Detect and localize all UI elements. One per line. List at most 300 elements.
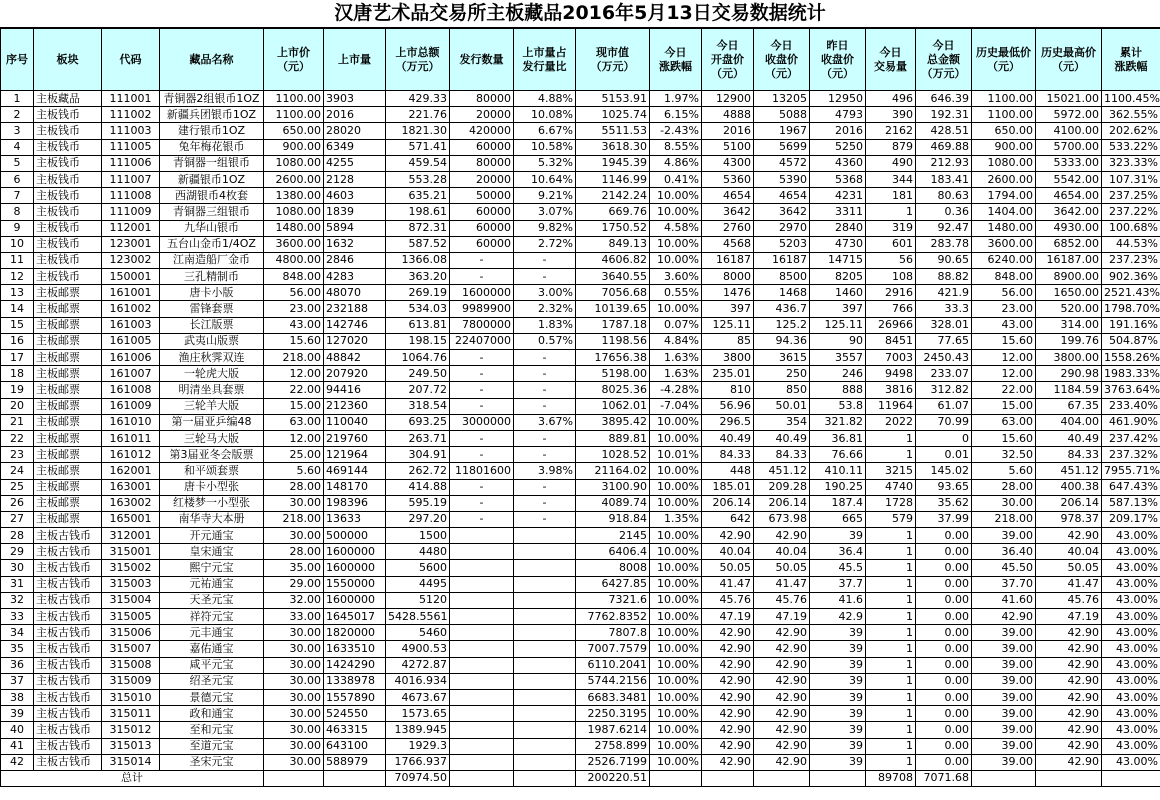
cell-sector: 主板古钱币 — [34, 528, 102, 544]
cell-cum-change: 461.90% — [1102, 414, 1160, 430]
cell-listing-ratio — [514, 576, 576, 592]
cell-close-price: 5390 — [754, 171, 810, 187]
cell-close-price: 354 — [754, 414, 810, 430]
cell-cum-change: 43.00% — [1102, 609, 1160, 625]
column-header-listing-total: 上市总额 （万元） — [386, 29, 450, 91]
cell-market-value: 6406.4 — [576, 544, 650, 560]
cell-listing-price: 25.00 — [264, 447, 324, 463]
cell-code: 315006 — [102, 625, 160, 641]
cell-market-value: 7007.7579 — [576, 641, 650, 657]
cell-open-price: 56.96 — [702, 398, 754, 414]
cell-index: 35 — [1, 641, 34, 657]
cell-name: 明清坐具套票 — [160, 382, 264, 398]
cell-listing-price: 30.00 — [264, 754, 324, 770]
cell-volume: 344 — [866, 171, 916, 187]
cell-close-price: 206.14 — [754, 495, 810, 511]
cell-prev-close: 125.11 — [810, 317, 866, 333]
cell-sector: 主板藏品 — [34, 91, 102, 107]
cell-listing-price: 5.60 — [264, 463, 324, 479]
cell-listing-qty: 4603 — [324, 188, 386, 204]
cell-listing-price: 3600.00 — [264, 236, 324, 252]
cell-hist-high: 42.90 — [1036, 706, 1102, 722]
cell-hist-high: 42.90 — [1036, 625, 1102, 641]
cell-market-value: 2145 — [576, 528, 650, 544]
cell-listing-price: 848.00 — [264, 269, 324, 285]
cell-cum-change: 533.22% — [1102, 139, 1160, 155]
cell-volume: 1 — [866, 576, 916, 592]
cell-listing-qty: 469144 — [324, 463, 386, 479]
cell-cum-change: 44.53% — [1102, 236, 1160, 252]
cell-close-price: 13205 — [754, 91, 810, 107]
cell-name: 皇宋通宝 — [160, 544, 264, 560]
cell-prev-close: 39 — [810, 528, 866, 544]
cell-listing-price: 30.00 — [264, 722, 324, 738]
cell-index: 19 — [1, 382, 34, 398]
cell-name: 雷锋套票 — [160, 301, 264, 317]
cell-listing-qty: 1820000 — [324, 625, 386, 641]
cell-market-value: 4089.74 — [576, 495, 650, 511]
cell-listing-ratio: 3.67% — [514, 414, 576, 430]
cell-sector: 主板邮票 — [34, 398, 102, 414]
cell-listing-ratio: - — [514, 350, 576, 366]
cell-prev-close: 4793 — [810, 107, 866, 123]
cell-listing-price: 1480.00 — [264, 220, 324, 236]
cell-index: 4 — [1, 139, 34, 155]
cell-issue-qty: - — [450, 366, 514, 382]
cell-volume: 319 — [866, 220, 916, 236]
cell-prev-close: 3311 — [810, 204, 866, 220]
cell-listing-price: 2600.00 — [264, 171, 324, 187]
cell-cum-change: 7955.71% — [1102, 463, 1160, 479]
cell-hist-high: 314.00 — [1036, 317, 1102, 333]
cell-market-value: 1025.74 — [576, 107, 650, 123]
cell-prev-close: 36.4 — [810, 544, 866, 560]
cell-listing-price: 218.00 — [264, 350, 324, 366]
cell-listing-qty: 28020 — [324, 123, 386, 139]
cell-code: 161006 — [102, 350, 160, 366]
cell-issue-qty — [450, 609, 514, 625]
cell-index: 39 — [1, 706, 34, 722]
table-row — [1, 625, 1160, 641]
cell-change-today: 1.63% — [650, 366, 702, 382]
cell-name: 红楼梦一小型张 — [160, 495, 264, 511]
cell-listing-price: 12.00 — [264, 430, 324, 446]
cell-volume: 579 — [866, 511, 916, 527]
cell-issue-qty: 9989900 — [450, 301, 514, 317]
cell-volume: 2022 — [866, 414, 916, 430]
cell-volume: 1 — [866, 641, 916, 657]
cell-cum-change: 2521.43% — [1102, 285, 1160, 301]
cell-hist-low: 23.00 — [972, 301, 1036, 317]
cell-hist-low: 39.00 — [972, 657, 1036, 673]
cell-index: 23 — [1, 447, 34, 463]
cell-close-price: 40.49 — [754, 430, 810, 446]
cell-name: 西湖银币4枚套 — [160, 188, 264, 204]
cell-listing-qty: 1600000 — [324, 544, 386, 560]
table-body — [1, 91, 1160, 771]
cell-index: 11 — [1, 252, 34, 268]
cell-sector: 主板古钱币 — [34, 689, 102, 705]
cell-hist-low: 39.00 — [972, 528, 1036, 544]
column-header-prev-close: 昨日 收盘价 （元） — [810, 29, 866, 91]
cell-issue-qty: - — [450, 382, 514, 398]
cell-cum-change: 43.00% — [1102, 657, 1160, 673]
cell-open-price: 16187 — [702, 252, 754, 268]
cell-issue-qty: - — [450, 495, 514, 511]
cell-listing-price: 30.00 — [264, 528, 324, 544]
cell-listing-total: 262.72 — [386, 463, 450, 479]
cell-volume: 1 — [866, 447, 916, 463]
cell-cum-change: 237.25% — [1102, 188, 1160, 204]
cell-market-value: 1945.39 — [576, 155, 650, 171]
cell-index: 25 — [1, 479, 34, 495]
cell-cum-change: 43.00% — [1102, 528, 1160, 544]
cell-code: 111007 — [102, 171, 160, 187]
cell-prev-close: 37.7 — [810, 576, 866, 592]
cell-listing-qty: 1600000 — [324, 592, 386, 608]
cell-listing-qty: 4283 — [324, 269, 386, 285]
cell-listing-total: 4480 — [386, 544, 450, 560]
cell-listing-total: 1064.76 — [386, 350, 450, 366]
cell-cum-change: 504.87% — [1102, 333, 1160, 349]
cell-hist-high: 4100.00 — [1036, 123, 1102, 139]
total-label: 总计 — [1, 770, 264, 786]
cell-sector: 主板古钱币 — [34, 592, 102, 608]
cell-hist-low: 39.00 — [972, 722, 1036, 738]
cell-hist-low: 63.00 — [972, 414, 1036, 430]
cell-listing-total: 363.20 — [386, 269, 450, 285]
cell-listing-qty: 3903 — [324, 91, 386, 107]
cell-volume: 7003 — [866, 350, 916, 366]
table-row — [1, 544, 1160, 560]
cell-hist-low: 36.40 — [972, 544, 1036, 560]
cell-open-price: 810 — [702, 382, 754, 398]
cell-code: 111006 — [102, 155, 160, 171]
cell-listing-price: 28.00 — [264, 544, 324, 560]
cell-code: 161009 — [102, 398, 160, 414]
cell-name: 和平颂套票 — [160, 463, 264, 479]
table-row — [1, 236, 1160, 252]
cell-amount: 0.01 — [916, 447, 972, 463]
cell-issue-qty: 60000 — [450, 139, 514, 155]
cell-listing-price: 63.00 — [264, 414, 324, 430]
cell-market-value: 3895.42 — [576, 414, 650, 430]
cell-index: 1 — [1, 91, 34, 107]
cell-close-price: 42.90 — [754, 754, 810, 770]
cell-open-price: 5360 — [702, 171, 754, 187]
cell-prev-close: 3557 — [810, 350, 866, 366]
cell-listing-total: 269.19 — [386, 285, 450, 301]
cell-hist-low: 1080.00 — [972, 155, 1036, 171]
cell-change-today: 10.00% — [650, 414, 702, 430]
cell-amount: 0.00 — [916, 738, 972, 754]
cell-hist-low: 39.00 — [972, 689, 1036, 705]
cell-market-value: 7807.8 — [576, 625, 650, 641]
cell-close-price: 84.33 — [754, 447, 810, 463]
cell-volume: 1 — [866, 738, 916, 754]
cell-sector: 主板邮票 — [34, 317, 102, 333]
cell-listing-ratio: - — [514, 479, 576, 495]
cell-listing-price: 56.00 — [264, 285, 324, 301]
page-title: 汉唐艺术品交易所主板藏品2016年5月13日交易数据统计 — [0, 0, 1160, 28]
cell-issue-qty: 80000 — [450, 155, 514, 171]
cell-volume: 2162 — [866, 123, 916, 139]
cell-change-today: 10.00% — [650, 754, 702, 770]
cell-sector: 主板钱币 — [34, 123, 102, 139]
cell-listing-ratio — [514, 722, 576, 738]
cell-sector: 主板古钱币 — [34, 673, 102, 689]
cell-volume: 601 — [866, 236, 916, 252]
cell-listing-ratio: 2.72% — [514, 236, 576, 252]
cell-open-price: 47.19 — [702, 609, 754, 625]
table-row — [1, 479, 1160, 495]
cell-index: 29 — [1, 544, 34, 560]
cell-issue-qty: - — [450, 511, 514, 527]
column-header-amount: 今日 总金额 （万元） — [916, 29, 972, 91]
cell-prev-close: 888 — [810, 382, 866, 398]
cell-name: 三轮羊大版 — [160, 398, 264, 414]
cell-issue-qty — [450, 706, 514, 722]
cell-hist-high: 290.98 — [1036, 366, 1102, 382]
cell-sector: 主板古钱币 — [34, 722, 102, 738]
cell-issue-qty — [450, 592, 514, 608]
cell-listing-qty: 148170 — [324, 479, 386, 495]
cell-code: 111009 — [102, 204, 160, 220]
table-row — [1, 463, 1160, 479]
cell-change-today: 10.00% — [650, 252, 702, 268]
cell-amount: 33.3 — [916, 301, 972, 317]
cell-hist-high: 4930.00 — [1036, 220, 1102, 236]
cell-hist-low: 12.00 — [972, 350, 1036, 366]
cell-code: 162001 — [102, 463, 160, 479]
cell-listing-total: 1500 — [386, 528, 450, 544]
cell-hist-high: 42.90 — [1036, 528, 1102, 544]
cell-code: 165001 — [102, 511, 160, 527]
cell-market-value: 1750.52 — [576, 220, 650, 236]
cell-listing-ratio: 10.08% — [514, 107, 576, 123]
cell-amount: 0.00 — [916, 528, 972, 544]
cell-code: 312001 — [102, 528, 160, 544]
cell-close-price: 42.90 — [754, 657, 810, 673]
table-row — [1, 689, 1160, 705]
cell-close-price: 451.12 — [754, 463, 810, 479]
cell-amount: 0.00 — [916, 625, 972, 641]
cell-close-price: 45.76 — [754, 592, 810, 608]
cell-listing-ratio: 9.21% — [514, 188, 576, 204]
cell-hist-low: 1404.00 — [972, 204, 1036, 220]
cell-code: 315014 — [102, 754, 160, 770]
cell-sector: 主板古钱币 — [34, 544, 102, 560]
cell-change-today: 10.00% — [650, 430, 702, 446]
cell-prev-close: 397 — [810, 301, 866, 317]
cell-open-price: 42.90 — [702, 673, 754, 689]
cell-name: 三孔精制币 — [160, 269, 264, 285]
cell-open-price: 42.90 — [702, 754, 754, 770]
cell-hist-high: 1184.59 — [1036, 382, 1102, 398]
cell-code: 111005 — [102, 139, 160, 155]
cell-hist-low: 39.00 — [972, 754, 1036, 770]
cell-code: 161001 — [102, 285, 160, 301]
cell-hist-low: 39.00 — [972, 738, 1036, 754]
cell-volume: 1 — [866, 430, 916, 446]
cell-name: 南华寺大本册 — [160, 511, 264, 527]
cell-sector: 主板钱币 — [34, 220, 102, 236]
cell-listing-qty: 232188 — [324, 301, 386, 317]
cell-hist-high: 67.35 — [1036, 398, 1102, 414]
cell-name: 熙宁元宝 — [160, 560, 264, 576]
cell-close-price: 42.90 — [754, 738, 810, 754]
cell-open-price: 85 — [702, 333, 754, 349]
cell-listing-ratio — [514, 609, 576, 625]
cell-market-value: 2758.899 — [576, 738, 650, 754]
cell-listing-qty: 1645017 — [324, 609, 386, 625]
cell-index: 21 — [1, 414, 34, 430]
cell-index: 32 — [1, 592, 34, 608]
cell-name: 第3届亚冬会版票 — [160, 447, 264, 463]
cell-code: 315002 — [102, 560, 160, 576]
cell-hist-low: 218.00 — [972, 511, 1036, 527]
cell-hist-low: 45.50 — [972, 560, 1036, 576]
cell-sector: 主板钱币 — [34, 252, 102, 268]
cell-index: 40 — [1, 722, 34, 738]
cell-cum-change: 43.00% — [1102, 560, 1160, 576]
cell-market-value: 21164.02 — [576, 463, 650, 479]
cell-open-price: 5100 — [702, 139, 754, 155]
cell-close-price: 850 — [754, 382, 810, 398]
cell-volume: 8451 — [866, 333, 916, 349]
cell-issue-qty: - — [450, 447, 514, 463]
cell-listing-total: 872.31 — [386, 220, 450, 236]
table-row — [1, 738, 1160, 754]
cell-hist-high: 47.19 — [1036, 609, 1102, 625]
cell-listing-qty: 212360 — [324, 398, 386, 414]
cell-volume: 26966 — [866, 317, 916, 333]
cell-prev-close: 42.9 — [810, 609, 866, 625]
cell-open-price: 4654 — [702, 188, 754, 204]
cell-market-value: 2250.3195 — [576, 706, 650, 722]
cell-amount: 328.01 — [916, 317, 972, 333]
cell-hist-low: 1794.00 — [972, 188, 1036, 204]
cell-listing-price: 23.00 — [264, 301, 324, 317]
cell-change-today: -2.43% — [650, 123, 702, 139]
cell-amount: 80.63 — [916, 188, 972, 204]
cell-change-today: 4.86% — [650, 155, 702, 171]
cell-prev-close: 39 — [810, 706, 866, 722]
cell-listing-price: 1100.00 — [264, 91, 324, 107]
cell-issue-qty — [450, 657, 514, 673]
table-row — [1, 107, 1160, 123]
cell-sector: 主板钱币 — [34, 171, 102, 187]
cell-volume: 1 — [866, 754, 916, 770]
cell-index: 38 — [1, 689, 34, 705]
cell-volume: 1 — [866, 706, 916, 722]
table-row — [1, 204, 1160, 220]
cell-name: 至和元宝 — [160, 722, 264, 738]
cell-sector: 主板邮票 — [34, 447, 102, 463]
cell-open-price: 42.90 — [702, 641, 754, 657]
table-row — [1, 495, 1160, 511]
cell-amount: 37.99 — [916, 511, 972, 527]
cell-market-value: 10139.65 — [576, 301, 650, 317]
cell-sector: 主板邮票 — [34, 430, 102, 446]
table-row — [1, 188, 1160, 204]
cell-change-today: 4.84% — [650, 333, 702, 349]
cell-amount: 646.39 — [916, 91, 972, 107]
cell-change-today: 10.00% — [650, 495, 702, 511]
cell-amount: 0.36 — [916, 204, 972, 220]
cell-prev-close: 76.66 — [810, 447, 866, 463]
cell-listing-ratio — [514, 528, 576, 544]
cell-prev-close: 187.4 — [810, 495, 866, 511]
cell-listing-ratio: 5.32% — [514, 155, 576, 171]
cell-hist-high: 6852.00 — [1036, 236, 1102, 252]
cell-market-value: 2526.7199 — [576, 754, 650, 770]
cell-listing-total: 249.50 — [386, 366, 450, 382]
cell-index: 6 — [1, 171, 34, 187]
cell-cum-change: 100.68% — [1102, 220, 1160, 236]
cell-change-today: 10.00% — [650, 673, 702, 689]
cell-listing-ratio: 2.32% — [514, 301, 576, 317]
cell-name: 第一届亚乒编48 — [160, 414, 264, 430]
cell-listing-ratio: 10.58% — [514, 139, 576, 155]
cell-issue-qty: - — [450, 479, 514, 495]
cell-volume: 1 — [866, 657, 916, 673]
table-row — [1, 220, 1160, 236]
cell-issue-qty — [450, 722, 514, 738]
cell-prev-close: 321.82 — [810, 414, 866, 430]
cell-change-today: 10.00% — [650, 236, 702, 252]
cell-hist-high: 520.00 — [1036, 301, 1102, 317]
cell-listing-qty: 48070 — [324, 285, 386, 301]
table-row — [1, 382, 1160, 398]
cell-close-price: 209.28 — [754, 479, 810, 495]
cell-volume: 1 — [866, 689, 916, 705]
cell-index: 24 — [1, 463, 34, 479]
column-header-market-value: 现市值 （万元） — [576, 29, 650, 91]
cell-amount: 428.51 — [916, 123, 972, 139]
cell-market-value: 1787.18 — [576, 317, 650, 333]
cell-cum-change: 1798.70% — [1102, 301, 1160, 317]
cell-listing-price: 1080.00 — [264, 155, 324, 171]
cell-change-today: 0.07% — [650, 317, 702, 333]
cell-cum-change: 43.00% — [1102, 738, 1160, 754]
column-header-name: 藏品名称 — [160, 29, 264, 91]
cell-index: 31 — [1, 576, 34, 592]
cell-market-value: 1987.6214 — [576, 722, 650, 738]
cell-open-price: 41.47 — [702, 576, 754, 592]
cell-hist-high: 451.12 — [1036, 463, 1102, 479]
cell-open-price: 296.5 — [702, 414, 754, 430]
cell-amount: 0.00 — [916, 560, 972, 576]
cell-listing-price: 15.00 — [264, 398, 324, 414]
cell-close-price: 1967 — [754, 123, 810, 139]
cell-change-today: 10.00% — [650, 479, 702, 495]
cell-volume: 1728 — [866, 495, 916, 511]
cell-market-value: 6110.2041 — [576, 657, 650, 673]
cell-sector: 主板钱币 — [34, 155, 102, 171]
cell-volume: 390 — [866, 107, 916, 123]
cell-amount: 469.88 — [916, 139, 972, 155]
cell-close-price: 42.90 — [754, 673, 810, 689]
cell-name: 新疆银币1OZ — [160, 171, 264, 187]
cell-volume: 108 — [866, 269, 916, 285]
cell-listing-qty: 198396 — [324, 495, 386, 511]
cell-listing-price: 22.00 — [264, 382, 324, 398]
cell-listing-ratio — [514, 706, 576, 722]
cell-change-today: 10.00% — [650, 706, 702, 722]
cell-open-price: 2760 — [702, 220, 754, 236]
trading-data-table — [0, 28, 1160, 787]
